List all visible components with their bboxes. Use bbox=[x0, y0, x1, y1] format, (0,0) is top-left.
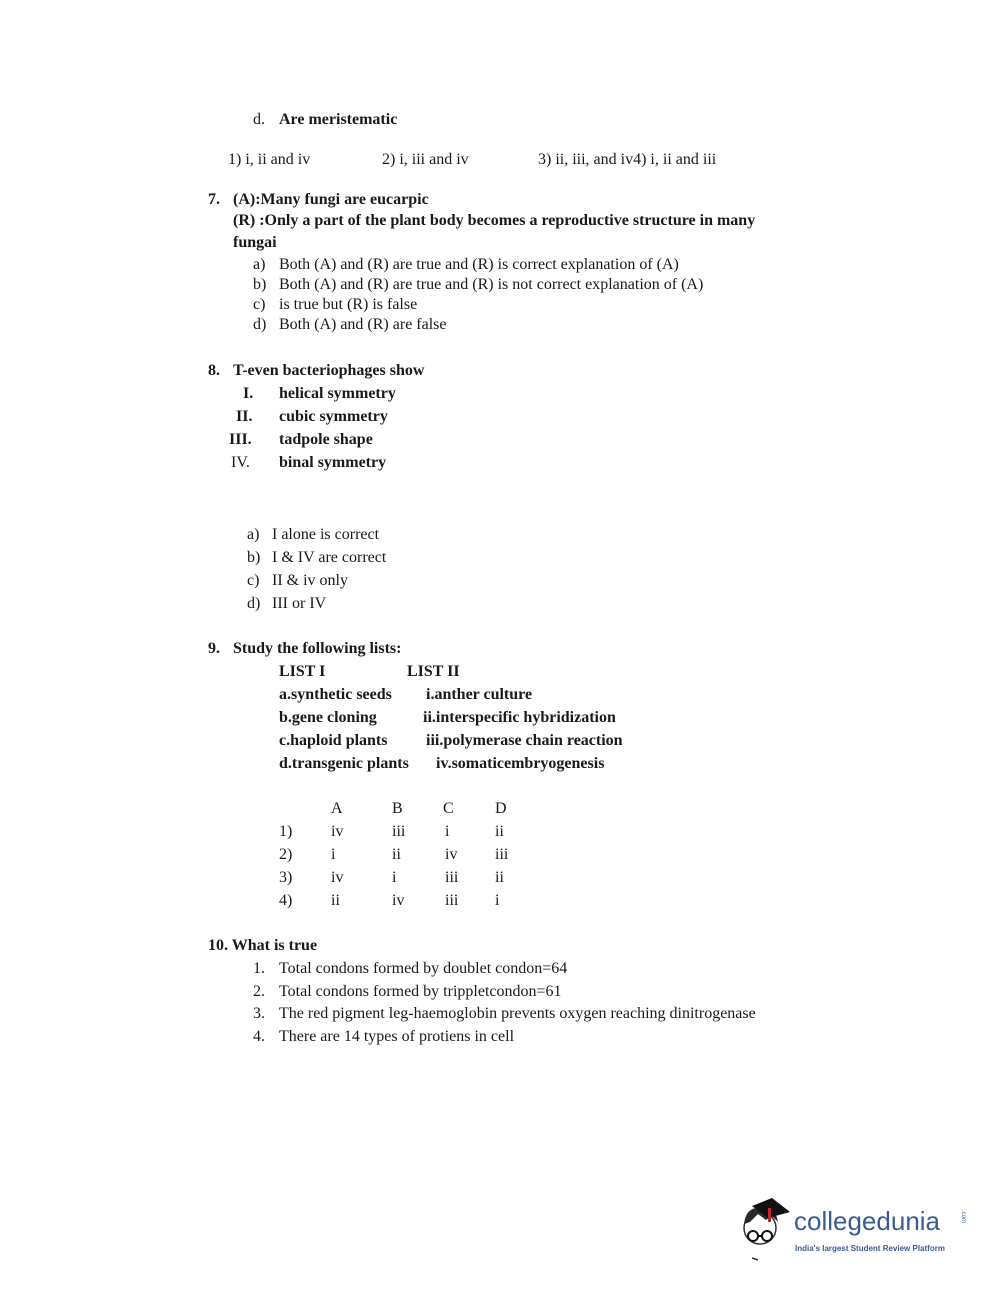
q7-option-label: c) bbox=[253, 296, 266, 313]
q8-option-label: d) bbox=[247, 595, 261, 612]
match-cell: i bbox=[445, 823, 450, 840]
q6-answer-2: 2) i, iii and iv bbox=[382, 151, 469, 168]
q7-option-text: Both (A) and (R) are true and (R) is not correct explanation of (A) bbox=[279, 276, 704, 293]
q10-item-number: 2. bbox=[253, 982, 265, 1000]
q8-option-text: I & IV are correct bbox=[272, 549, 387, 566]
match-cell: iii bbox=[445, 892, 459, 909]
q8-stem: T-even bacteriophages show bbox=[233, 362, 425, 379]
q10-item-number: 4. bbox=[253, 1027, 265, 1045]
q10-item-number: 3. bbox=[253, 1005, 265, 1022]
q8-option-text: III or IV bbox=[272, 595, 327, 612]
match-column-header: A bbox=[331, 800, 343, 817]
q7-reason: (R) :Only a part of the plant body becomes a reproductive structure in many bbox=[233, 212, 756, 229]
q6-option-d-text: Are meristematic bbox=[279, 111, 398, 128]
match-cell: iv bbox=[331, 823, 344, 840]
q10-item-text: There are 14 types of protiens in cell bbox=[279, 1027, 515, 1045]
list1-heading: LIST I bbox=[279, 663, 326, 680]
q6-answer-3-4: 3) ii, iii, and iv4) i, ii and iii bbox=[538, 151, 717, 168]
list2-item: i.anther culture bbox=[426, 686, 533, 703]
match-cell: iv bbox=[331, 869, 344, 886]
list2-item: iv.somaticembryogenesis bbox=[436, 755, 605, 772]
list1-item: a.synthetic seeds bbox=[279, 686, 392, 703]
logo-wordmark: collegedunia bbox=[794, 1206, 941, 1236]
q10-item-text: Total condons formed by doublet condon=64 bbox=[279, 960, 568, 977]
mascot-icon bbox=[738, 1196, 794, 1266]
q8-item-text: cubic symmetry bbox=[279, 408, 388, 425]
match-cell: i bbox=[331, 846, 336, 863]
q7-option-text: Both (A) and (R) are false bbox=[279, 316, 447, 333]
q8-option-text: II & iv only bbox=[272, 572, 348, 589]
q6-answer-1: 1) i, ii and iv bbox=[228, 151, 311, 168]
q8-item-numeral: III. bbox=[229, 431, 252, 448]
q8-option-label: a) bbox=[247, 526, 260, 543]
q8-item-text: binal symmetry bbox=[279, 454, 387, 471]
q7-number: 7. bbox=[208, 191, 220, 208]
match-cell: ii bbox=[331, 892, 340, 909]
collegedunia-logo bbox=[738, 1196, 973, 1266]
logo-tagline: India's largest Student Review Platform bbox=[795, 1244, 945, 1253]
q7-reason-cont: fungai bbox=[233, 234, 277, 251]
q7-option-label: b) bbox=[253, 276, 267, 293]
match-cell: ii bbox=[495, 869, 504, 886]
match-column-header: D bbox=[495, 800, 507, 817]
q10-stem: 10. What is true bbox=[208, 937, 318, 954]
logo-com: .com bbox=[960, 1210, 966, 1224]
q6-option-d-label: d. bbox=[253, 111, 265, 128]
q7-option-label: d) bbox=[253, 316, 267, 333]
list2-item: ii.interspecific hybridization bbox=[423, 709, 616, 726]
q10-item-text: Total condons formed by trippletcondon=61 bbox=[279, 982, 562, 1000]
list1-item: b.gene cloning bbox=[279, 709, 377, 726]
list1-item: c.haploid plants bbox=[279, 732, 388, 749]
match-column-header: C bbox=[443, 800, 454, 817]
q8-option-label: b) bbox=[247, 549, 261, 566]
q8-option-text: I alone is correct bbox=[272, 526, 380, 543]
q8-option-label: c) bbox=[247, 572, 260, 589]
q7-option-label: a) bbox=[253, 256, 266, 273]
q8-number: 8. bbox=[208, 362, 220, 379]
q8-item-text: helical symmetry bbox=[279, 385, 396, 402]
list1-item: d.transgenic plants bbox=[279, 755, 409, 772]
match-cell: iii bbox=[445, 869, 459, 886]
q8-item-text: tadpole shape bbox=[279, 431, 373, 448]
match-cell: i bbox=[495, 892, 500, 909]
q10-item-text: The red pigment leg-haemoglobin prevents oxygen reaching dinitrogenase bbox=[279, 1005, 756, 1022]
q7-assertion: (A):Many fungi are eucarpic bbox=[233, 191, 429, 208]
match-row-label: 2) bbox=[279, 846, 293, 863]
match-column-header: B bbox=[392, 800, 403, 817]
q10-item-number: 1. bbox=[253, 960, 265, 977]
q8-item-numeral: I. bbox=[243, 385, 254, 402]
q8-item-numeral: IV. bbox=[231, 454, 250, 471]
match-cell: iii bbox=[392, 823, 406, 840]
match-row-label: 4) bbox=[279, 892, 293, 909]
match-cell: ii bbox=[495, 823, 504, 840]
list2-heading: LIST II bbox=[407, 663, 460, 680]
match-row-label: 1) bbox=[279, 823, 293, 840]
match-cell: i bbox=[392, 869, 397, 886]
q7-option-text: is true but (R) is false bbox=[279, 296, 418, 313]
q8-item-numeral: II. bbox=[236, 408, 253, 425]
q9-number: 9. bbox=[208, 640, 220, 657]
q9-stem: Study the following lists: bbox=[233, 640, 402, 657]
match-cell: iv bbox=[392, 892, 405, 909]
q7-option-text: Both (A) and (R) are true and (R) is correct explanation of (A) bbox=[279, 256, 679, 273]
match-row-label: 3) bbox=[279, 869, 293, 886]
list2-item: iii.polymerase chain reaction bbox=[426, 732, 623, 749]
match-cell: iv bbox=[445, 846, 458, 863]
match-cell: ii bbox=[392, 846, 401, 863]
match-cell: iii bbox=[495, 846, 509, 863]
